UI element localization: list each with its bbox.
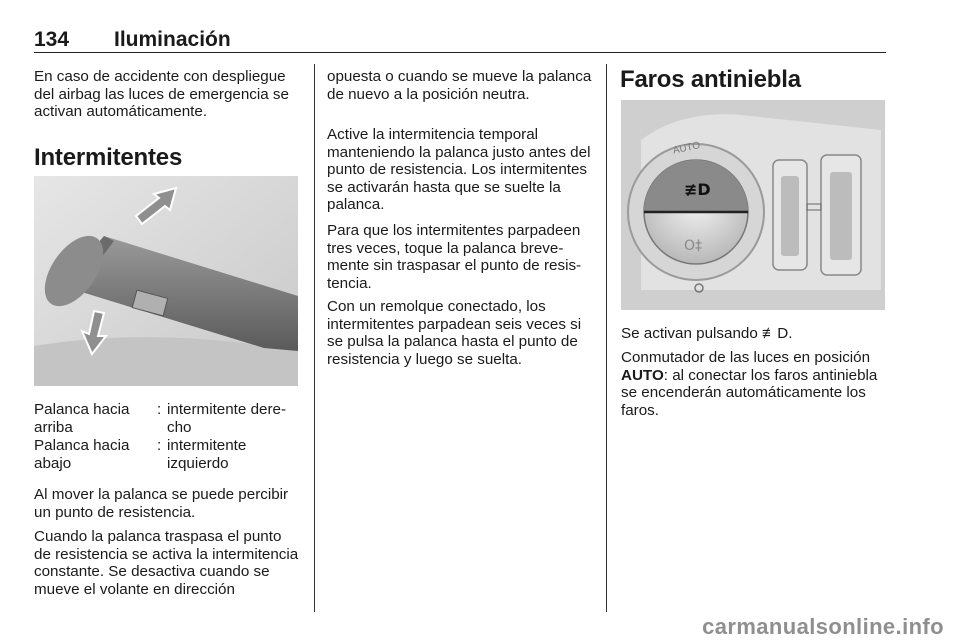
paragraph: Cuando la palanca traspasa el punto de resistencia se activa la intermitencia constante. Se desactiva cuando se mueve el volante en dirección: [34, 528, 299, 598]
auto-keyword: AUTO: [621, 366, 664, 384]
paragraph: Con un remolque conectado, los intermitentes parpadean seis veces si se pulsa la palanca hasta el punto de resistencia y luego se suelta.: [327, 298, 582, 368]
paragraph: opuesta o cuando se mueve la palanca de nuevo a la posición neutra.: [327, 68, 592, 103]
paragraph: Al mover la palanca se puede percibir un punto de resistencia.: [34, 486, 289, 521]
heading-intermitentes: Intermitentes: [34, 144, 183, 171]
light-switch-illustration: [621, 100, 885, 310]
column-divider: [314, 64, 315, 612]
heading-faros-antiniebla: Faros antiniebla: [620, 66, 801, 93]
section-title: Iluminación: [114, 28, 231, 51]
watermark: carmanualsonline.info: [702, 614, 944, 639]
svg-text:≢D: ≢D: [684, 180, 711, 199]
turn-signal-lever-figure: [34, 176, 298, 386]
svg-text:O‡: O‡: [684, 238, 703, 254]
paragraph-activate: Se activan pulsando ≢D.: [621, 325, 793, 342]
page-header: [34, 24, 886, 53]
paragraph-auto: Conmutador de las luces en posición AUTO: al conectar los faros antiniebla se encenderán automáticamente los faros.: [621, 349, 878, 419]
fog-light-icon: ≢D: [762, 325, 789, 342]
light-switch-figure: [621, 100, 885, 310]
paragraph: Para que los intermitentes parpadeen tres veces, toque la palanca brevemente sin traspasar el punto de resistencia.: [327, 222, 582, 292]
definition-row: Palanca hacia arriba : intermitente derecho: [34, 401, 287, 436]
page-number: 134: [34, 28, 70, 51]
paragraph: Active la intermitencia temporal manteniendo la palanca justo antes del punto de resistencia. Los intermitentes se activarán hasta que se suelte la palanca.: [327, 126, 591, 214]
auto-label: AUTO: [671, 140, 702, 157]
intro-paragraph: En caso de accidente con despliegue del airbag las luces de emergencia se activan automáticamente.: [34, 68, 289, 121]
lever-illustration: [34, 176, 298, 386]
column-divider: [606, 64, 607, 612]
definition-row: Palanca hacia abajo : intermitente izquierdo: [34, 437, 247, 472]
